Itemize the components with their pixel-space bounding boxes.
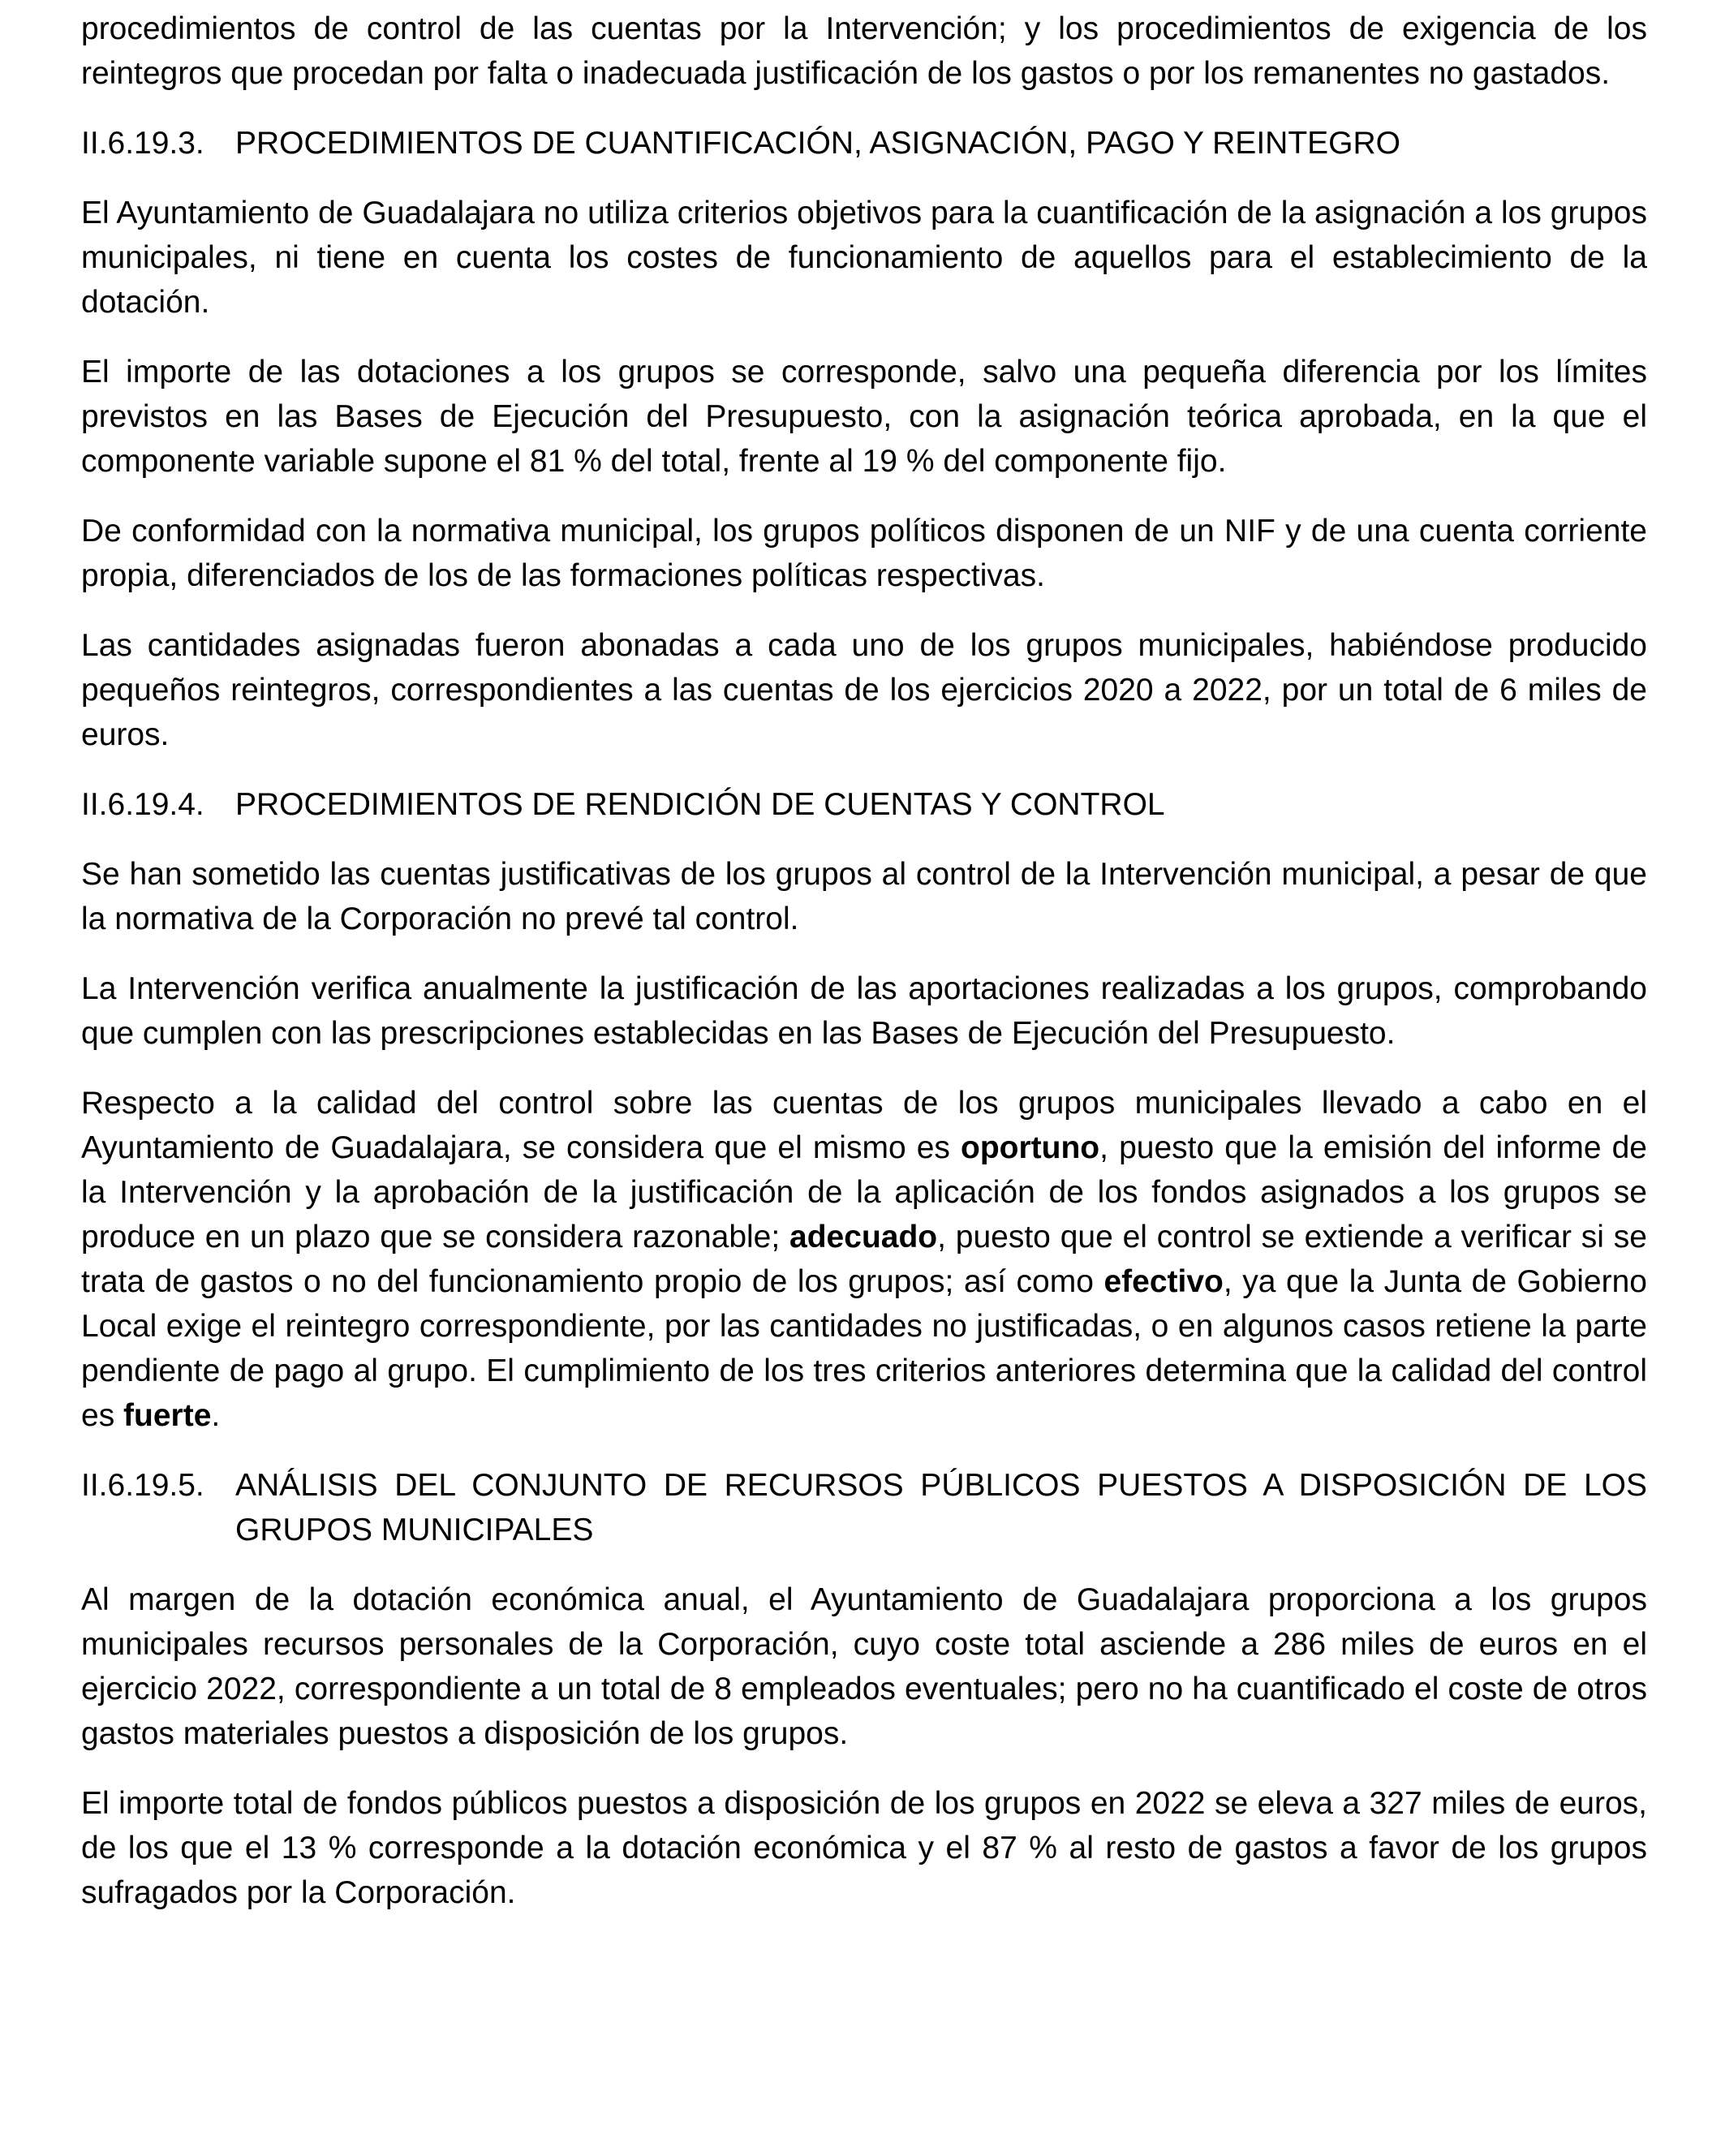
paragraph-cuentas-justificativas: Se han sometido las cuentas justificativas de los grupos al control de la Intervención municipal, a pesar de que la normativa de la Corporación no prevé tal control. [81, 857, 1647, 936]
section-heading-analisis-recursos [81, 1463, 1647, 1552]
text-run-bold-fuerte: fuerte [123, 1398, 212, 1433]
section-title: PROCEDIMIENTOS DE RENDICIÓN DE CUENTAS Y CONTROL [235, 787, 1165, 822]
paragraph-continuation: procedimientos de control de las cuentas por la Intervención; y los procedimientos de exigencia de los reintegros que procedan por falta o inadecuada justificación de los gastos o por los remanentes no gastados. [81, 11, 1647, 91]
text-run-bold-adecuado: adecuado [789, 1220, 938, 1254]
text-run-bold-efectivo: efectivo [1103, 1264, 1224, 1299]
paragraph-dotacion-economica: Al margen de la dotación económica anual, el Ayuntamiento de Guadalajara proporciona a los grupos municipales recursos personales de la Corporación, cuyo coste total asciende a 286 miles de euros en el ejercicio 2022, correspondiente a un total de 8 empleados eventuales; pero no ha cuantificado el coste de otros gastos materiales puestos a disposición de los grupos. [81, 1582, 1647, 1751]
text-run: Respecto a la calidad del control sobre las cuentas de los grupos municipales llevado a cabo en el Ayuntamiento de Guadalajara, se considera que el mismo es [81, 1086, 1647, 1165]
text-run: . [211, 1398, 221, 1433]
section-heading-rendicion-cuentas [81, 782, 1647, 827]
paragraph-criterios-objetivos: El Ayuntamiento de Guadalajara no utiliza criterios objetivos para la cuantificación de la asignación a los grupos municipales, ni tiene en cuenta los costes de funcionamiento de aquellos para el establecimiento de la dotación. [81, 196, 1647, 320]
section-title: ANÁLISIS DEL CONJUNTO DE RECURSOS PÚBLICOS PUESTOS A DISPOSICIÓN DE LOS GRUPOS MUNICIPALES [235, 1468, 1647, 1547]
text-run: , ya que la Junta de Gobierno Local exige el reintegro correspondiente, por las cantidades no justificadas, o en algunos casos retiene la parte pendiente de pago al grupo. El cumplimiento de los tres criterios anteriores determina que la calidad del control es [81, 1264, 1647, 1433]
paragraph-conformidad-normativa: De conformidad con la normativa municipal, los grupos políticos disponen de un NIF y de una cuenta corriente propia, diferenciados de los de las formaciones políticas respectivas. [81, 514, 1647, 593]
paragraph-importe-total-fondos: El importe total de fondos públicos puestos a disposición de los grupos en 2022 se eleva a 327 miles de euros, de los que el 13 % corresponde a la dotación económica y el 87 % al resto de gastos a favor de los grupos sufragados por la Corporación. [81, 1786, 1647, 1910]
section-number: II.6.19.4. [81, 787, 204, 822]
text-run: , puesto que el control se extiende a verificar si se trata de gastos o no del funcionamiento propio de los grupos; así como [81, 1220, 1647, 1299]
text-run: , puesto que la emisión del informe de la Intervención y la aprobación de la justificación de la aplicación de los fondos asignados a los grupos se produce en un plazo que se considera razonable; [81, 1130, 1647, 1254]
paragraph-calidad-control [81, 1081, 1647, 1438]
paragraph-cantidades-asignadas: Las cantidades asignadas fueron abonadas a cada uno de los grupos municipales, habiéndose producido pequeños reintegros, correspondientes a las cuentas de los ejercicios 2020 a 2022, por un total de 6 miles de euros. [81, 628, 1647, 752]
paragraph-intervencion-verifica: La Intervención verifica anualmente la justificación de las aportaciones realizadas a los grupos, comprobando que cumplen con las prescripciones establecidas en las Bases de Ejecución del Presupuesto. [81, 971, 1647, 1051]
section-heading-procedimientos-cuantificacion [81, 121, 1647, 166]
paragraph-importe-dotaciones: El importe de las dotaciones a los grupos se corresponde, salvo una pequeña diferencia por los límites previstos en las Bases de Ejecución del Presupuesto, con la asignación teórica aprobada, en la que el componente variable supone el 81 % del total, frente al 19 % del componente fijo. [81, 355, 1647, 479]
section-title: PROCEDIMIENTOS DE CUANTIFICACIÓN, ASIGNACIÓN, PAGO Y REINTEGRO [235, 126, 1400, 161]
section-number: II.6.19.3. [81, 126, 204, 161]
text-run-bold-oportuno: oportuno [961, 1130, 1100, 1165]
section-number: II.6.19.5. [81, 1468, 204, 1503]
